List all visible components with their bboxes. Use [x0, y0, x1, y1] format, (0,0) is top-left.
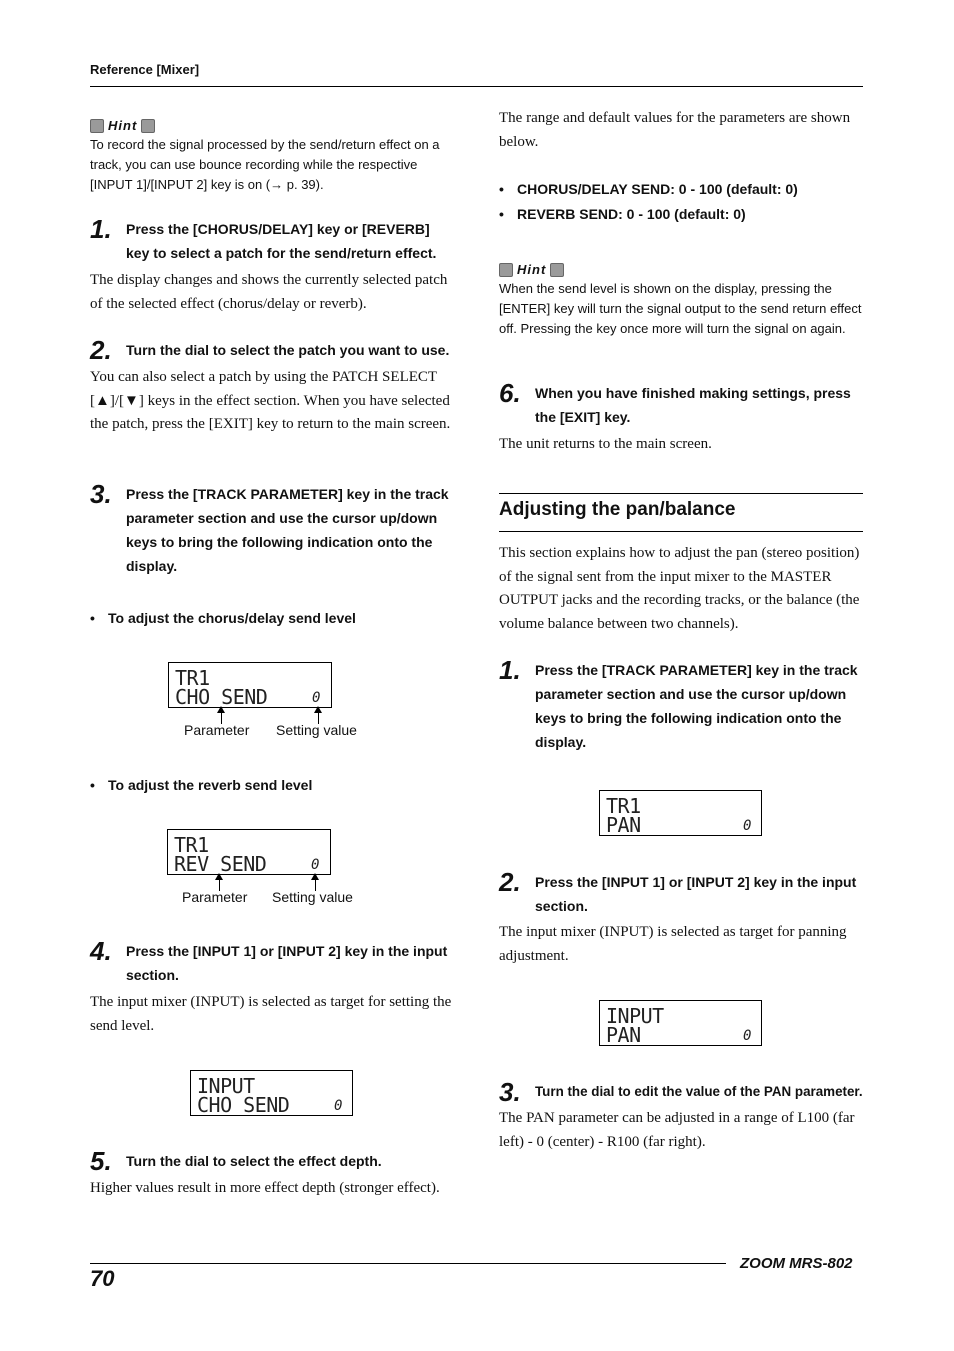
hint-text: To record the signal processed by the send/return effect on a track, you can use bounce recording while the respective [INPUT 1]/[INPUT 2] key is on (→ p. 39).: [90, 137, 440, 192]
header-rule: [90, 86, 863, 87]
lcd-line-1: TR1: [174, 833, 209, 857]
section-title: Adjusting the pan/balance: [499, 499, 736, 520]
step-instruction: Press the [INPUT 1] or [INPUT 2] key in the input section.: [126, 943, 448, 983]
hint-square-icon: [499, 263, 513, 277]
arrow-up-icon: [217, 706, 225, 713]
lcd-line-1: INPUT: [197, 1074, 255, 1098]
bullet-dot: •: [499, 206, 504, 222]
lcd-value: 0: [312, 690, 321, 706]
pan-step-2-body: The input mixer (INPUT) is selected as target for panning adjustment.: [499, 924, 847, 964]
hint-label: Hint: [108, 118, 138, 133]
pan-step-3: [499, 1077, 869, 1107]
lcd-display-input-cho-send: [190, 1070, 353, 1116]
bullet-dot: •: [90, 777, 95, 793]
step-3: [90, 479, 454, 578]
step-instruction: When you have finished making settings, press the [EXIT] key.: [535, 385, 851, 425]
hint-square-icon: [141, 119, 155, 133]
lcd-value: 0: [334, 1098, 343, 1114]
step-number: 4.: [90, 936, 112, 966]
pan-step-3-body: The PAN parameter can be adjusted in a range of L100 (far left) - 0 (center) - R100 (far right).: [499, 1110, 855, 1150]
step-instruction: Press the [CHORUS/DELAY] key or [REVERB] key to select a patch for the send/return effect.: [126, 221, 437, 261]
arrow-up-icon: [314, 706, 322, 713]
caption-setting-value: Setting value: [276, 722, 357, 738]
step-1: [90, 214, 454, 265]
hint-square-icon: [550, 263, 564, 277]
caption-parameter: Parameter: [182, 889, 248, 905]
hint-text: When the send level is shown on the display, pressing the [ENTER] key will turn the signal output to the send return effect off. Pressing the key once more will turn the signal on again.: [499, 281, 862, 336]
step-instruction: Press the [INPUT 1] or [INPUT 2] key in the input section.: [535, 874, 857, 914]
step-number: 2.: [90, 335, 112, 365]
step-number: 3.: [499, 1077, 521, 1107]
hint-box-2: [499, 261, 863, 339]
bullet-text: To adjust the chorus/delay send level: [108, 610, 356, 626]
pan-step-1: [499, 655, 863, 754]
lcd-line-2: PAN: [606, 1023, 641, 1047]
pan-step-2: [499, 867, 863, 918]
brand-label: ZOOM MRS-802: [740, 1255, 853, 1272]
bullet-chorus: [90, 606, 454, 631]
step-number: 2.: [499, 867, 521, 897]
section-intro: This section explains how to adjust the pan (stereo position) of the signal sent from the input mixer to the MASTER OUTPUT jacks and the recording tracks, or the balance (the volume balance between two channels).: [499, 545, 860, 632]
step-6: [499, 378, 863, 429]
lcd-value: 0: [311, 857, 320, 873]
step-4: [90, 936, 454, 987]
lcd-display-pan: [599, 790, 762, 836]
lcd-line-1: INPUT: [606, 1004, 664, 1028]
step-instruction: Turn the dial to select the effect depth.: [126, 1153, 382, 1169]
bullet-range-reverb: [499, 202, 863, 227]
range-intro: The range and default values for the parameters are shown below.: [499, 110, 851, 150]
lcd-display-cho-send: [168, 662, 332, 708]
lcd-line-1: TR1: [175, 666, 210, 690]
lcd-display-input-pan: [599, 1000, 762, 1046]
step-2-body: You can also select a patch by using the PATCH SELECT [▲]/[▼] keys in the effect section. When you have selected the patch, press the [EXIT] key to return to the main screen.: [90, 369, 451, 432]
lcd-line-2: CHO SEND: [175, 685, 268, 709]
bullet-reverb: [90, 773, 454, 798]
step-6-body: The unit returns to the main screen.: [499, 436, 712, 452]
hint-box-1: [90, 117, 452, 195]
bullet-dot: •: [499, 181, 504, 197]
page-number: 70: [90, 1266, 115, 1291]
lcd-line-2: CHO SEND: [197, 1093, 290, 1117]
step-instruction: Press the [TRACK PARAMETER] key in the track parameter section and use the cursor up/down keys to bring the following indication onto the display.: [535, 662, 858, 750]
bullet-text: CHORUS/DELAY SEND: 0 - 100 (default: 0): [517, 181, 798, 197]
step-2: [90, 335, 454, 365]
section-rule-top: [499, 493, 863, 494]
arrow-up-icon: [215, 873, 223, 880]
arrow-up-icon: [311, 873, 319, 880]
lcd-line-2: PAN: [606, 813, 641, 837]
lcd-display-rev-send: [167, 829, 331, 875]
step-number: 6.: [499, 378, 521, 408]
lcd-line-1: TR1: [606, 794, 641, 818]
step-5-body: Higher values result in more effect depth (stronger effect).: [90, 1180, 440, 1196]
step-number: 1.: [499, 655, 521, 685]
running-header: Reference [Mixer]: [90, 62, 200, 77]
step-number: 1.: [90, 214, 112, 244]
step-number: 3.: [90, 479, 112, 509]
hint-square-icon: [90, 119, 104, 133]
bullet-dot: •: [90, 610, 95, 626]
bullet-text: To adjust the reverb send level: [108, 777, 313, 793]
step-5: [90, 1146, 454, 1176]
caption-parameter: Parameter: [184, 722, 250, 738]
step-number: 5.: [90, 1146, 112, 1176]
hint-label: Hint: [517, 262, 547, 277]
step-1-body: The display changes and shows the currently selected patch of the selected effect (chorus/delay or reverb).: [90, 272, 448, 312]
step-instruction: Press the [TRACK PARAMETER] key in the track parameter section and use the cursor up/down keys to bring the following indication onto the display.: [126, 486, 449, 574]
bullet-text: REVERB SEND: 0 - 100 (default: 0): [517, 206, 746, 222]
hint-label-row: [499, 261, 863, 279]
caption-setting-value: Setting value: [272, 889, 353, 905]
section-rule-bottom: [499, 531, 863, 532]
hint-label-row: [90, 117, 452, 135]
lcd-line-2: REV SEND: [174, 852, 267, 876]
footer-rule: [90, 1263, 726, 1264]
lcd-value: 0: [743, 1028, 752, 1044]
step-instruction: Turn the dial to edit the value of the PAN parameter.: [535, 1084, 863, 1099]
step-4-body: The input mixer (INPUT) is selected as target for setting the send level.: [90, 994, 452, 1034]
bullet-range-chorus: [499, 177, 863, 202]
lcd-value: 0: [743, 818, 752, 834]
step-instruction: Turn the dial to select the patch you want to use.: [126, 342, 450, 358]
